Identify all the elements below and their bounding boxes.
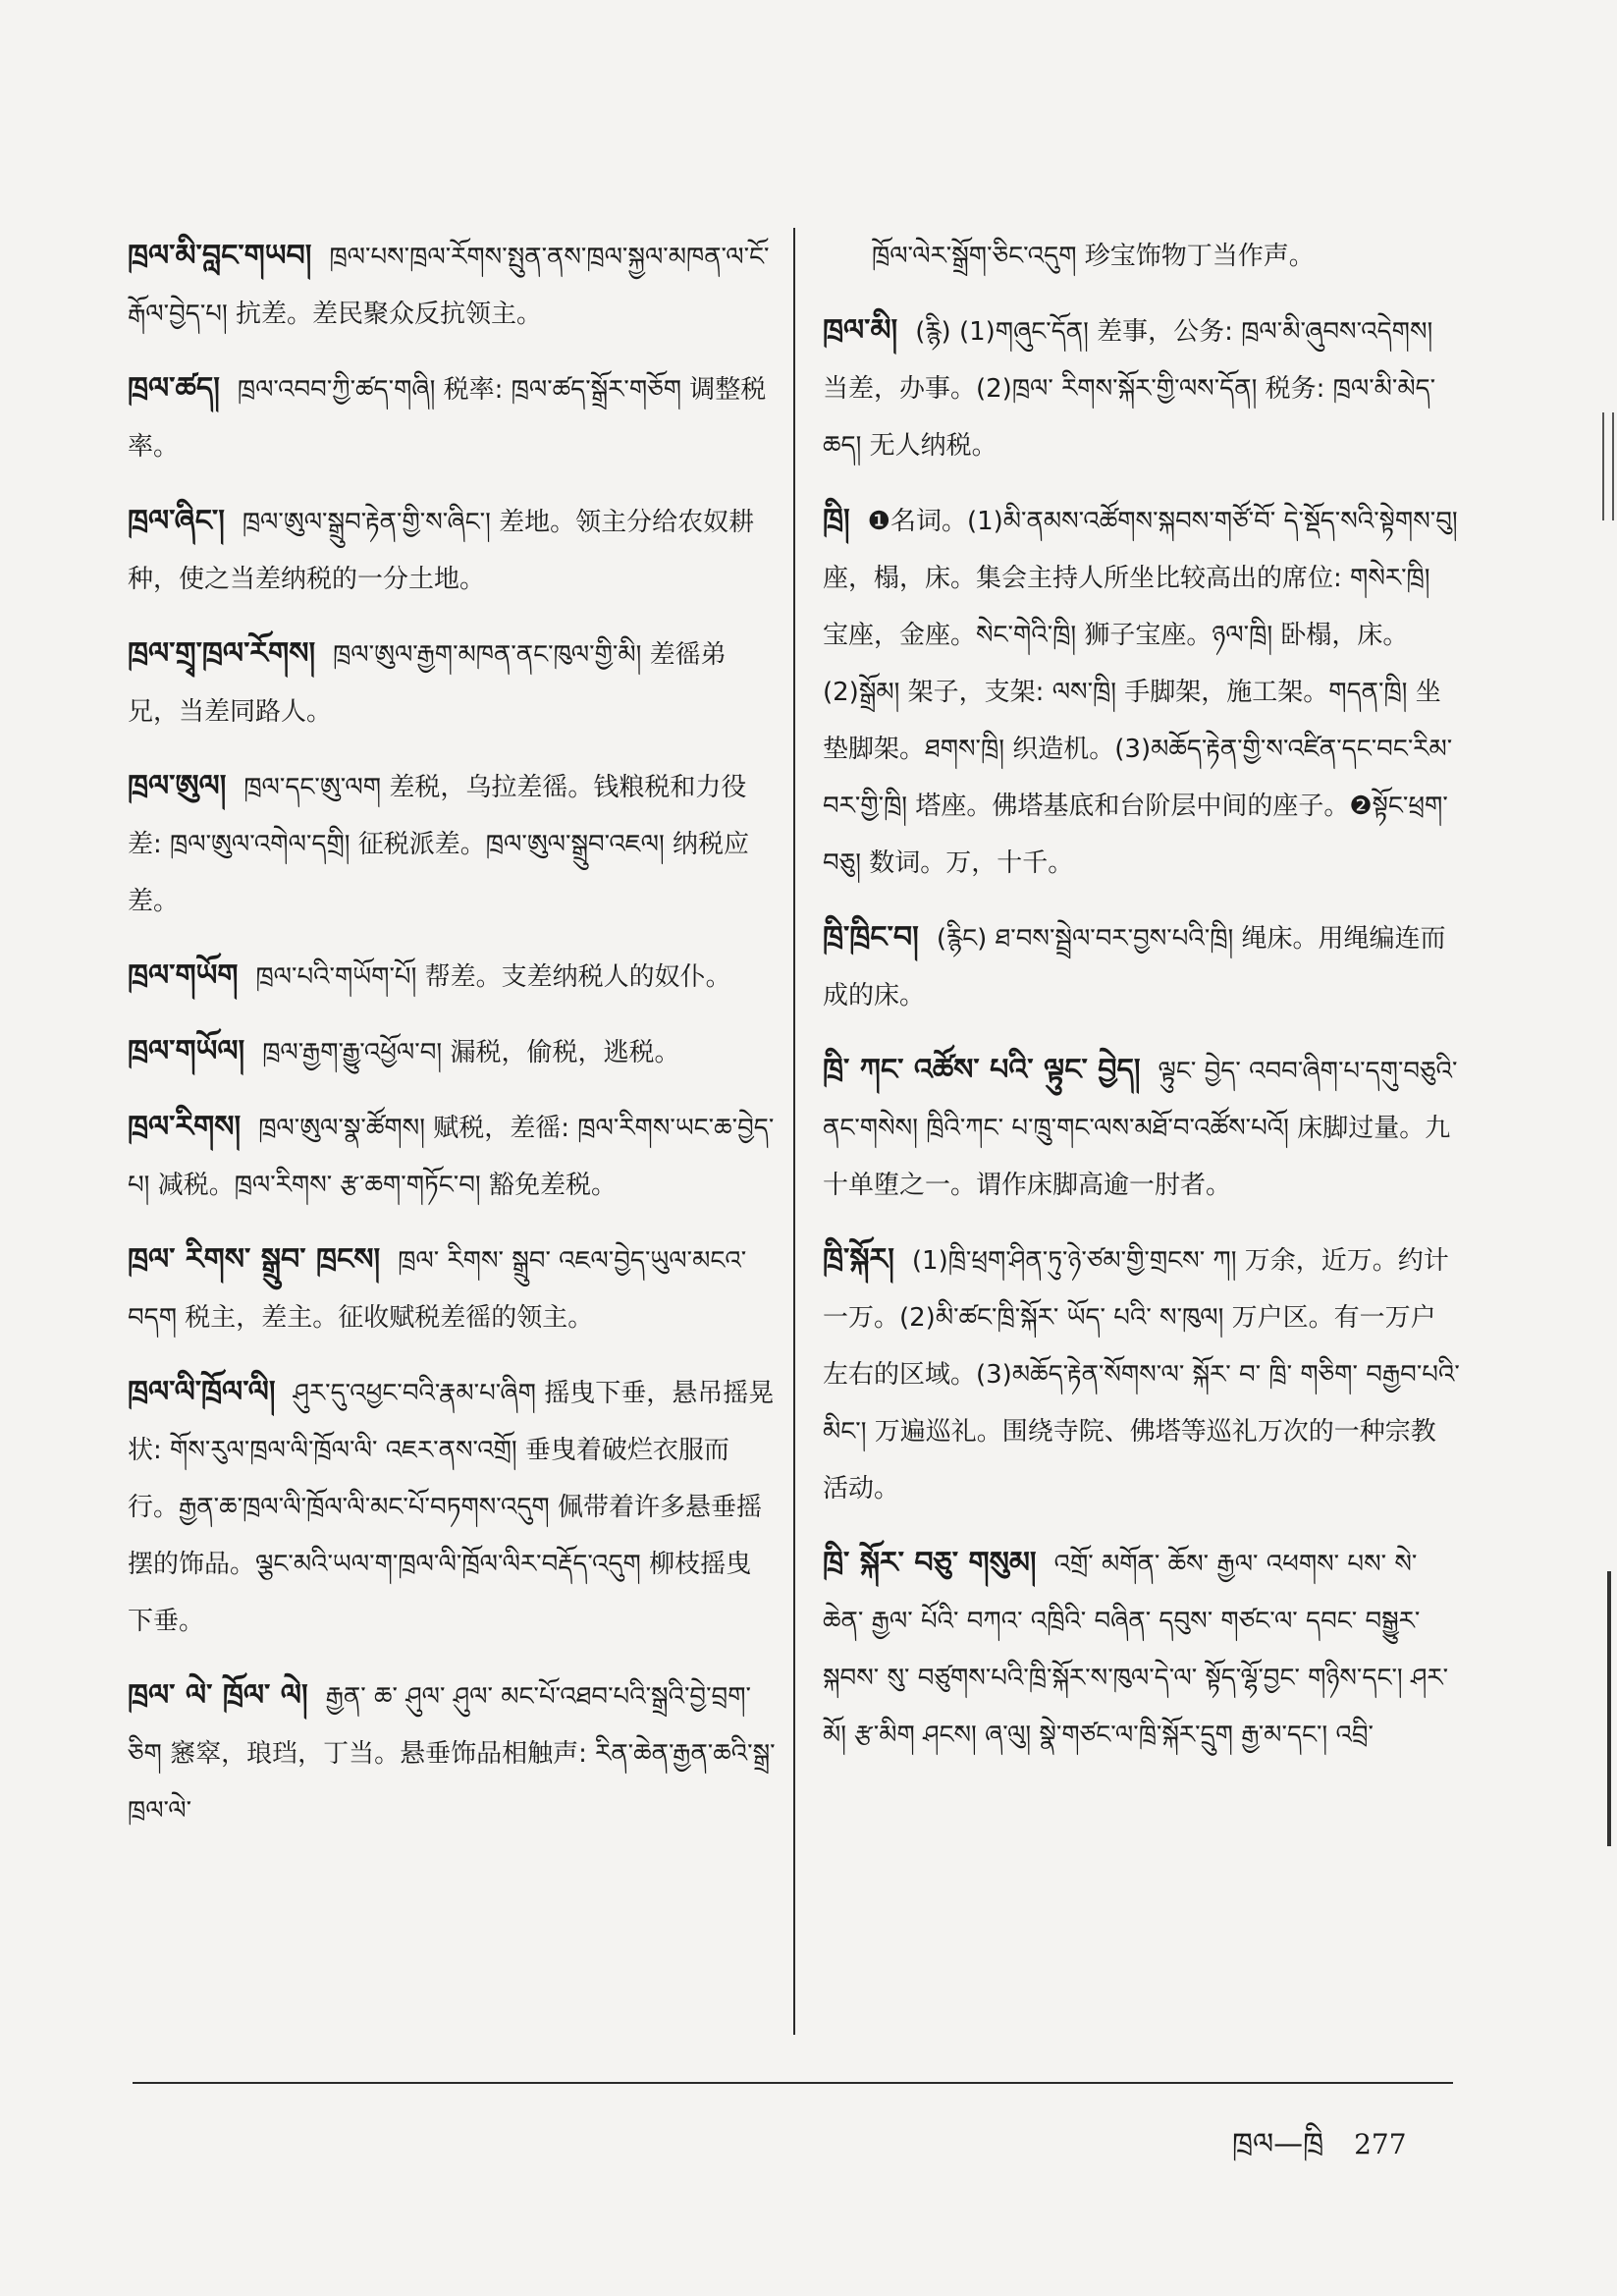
- entry-headword: ཁྲལ་ཨུལ།: [128, 769, 227, 803]
- dictionary-entry: [128, 493, 776, 608]
- left-column: [128, 228, 776, 1857]
- entry-definition: ཁྲལ་དང་ཨུ་ལག 差税，乌拉差徭。钱粮税和力役差: ཁྲལ་ཨུལ་འགེལ་དགྲི། 征税派差。ཁྲལ་ཨུལ་སྒྲུབ་འཇལ། 纳税应差。: [128, 773, 749, 916]
- dictionary-entry: [128, 758, 776, 930]
- page-footer: [1232, 2111, 1407, 2194]
- entry-definition: ❶名词。(1)མི་ནམས་འཚོགས་སྐབས་གཙོ་བོ་ དེ་སྡོད་སའི་སྟེགས་བུ། 座，榻，床。集会主持人所坐比较高出的席位: གསེར་ཁྲི། 宝座，金座。སེང་གེའི་ཁྲི། 狮子宝座。ཉལ་ཁྲི། 卧榻，床。(2)སྒྲོམ། 架子，支架: ལས་ཁྲི། 手脚架，施工架。གདན་ཁྲི། 坐垫脚架。ཐགས་ཁྲི། 织造机。(3)མཆོད་རྟེན་གྱི་ས་འཛིན་དང་བང་རིམ་ བར་གྱི་ཁྲི། 塔座。佛塔基底和台阶层中间的座子。❷སྟོང་ཕྲག་བཅུ། 数词。万，十千。: [823, 507, 1458, 878]
- entry-headword: ཁྲི།: [823, 503, 850, 537]
- entry-definition: ཁྲལ་འབབ་ཀྱི་ཚད་གཞི། 税率: ཁྲལ་ཚད་སྒྲོར་གཅོག 调整税率。: [128, 375, 767, 462]
- entry-headword: ཁྲི་ཁྲིང་བ།: [823, 920, 919, 955]
- entry-definition: ལྟུང་ བྱེད་ འབབ་ཞིག་པ་དགུ་བཅུའི་ནང་གསེས། ཁྲིའི་ཀང་ པ་ཁྲུ་གང་ལས་མཐོ་བ་འཚོས་པའོ། 床脚过量。九十单堕之一。谓作床脚高逾一肘者。: [823, 1057, 1458, 1200]
- entry-headword: ཁྲལ་ཞིང་།: [128, 504, 225, 538]
- dictionary-entry: [128, 948, 776, 1006]
- entry-definition: ཁྲལ་རྒྱག་རྒྱུ་འཕྱོལ་བ། 漏税，偷税，逃税。: [262, 1038, 680, 1067]
- dictionary-entry: [128, 626, 776, 740]
- dictionary-entry: [823, 302, 1461, 474]
- entry-definition: (རྙི) (1)གཞུང་དོན། 差事，公务: ཁྲལ་མི་ཞུབས་འདེགས། 当差，办事。(2)ཁྲལ་ རིགས་སྐོར་གྱི་ལས་དོན། 税务: ཁྲལ་མི་མེད་ཆད། 无人纳税。: [823, 317, 1436, 461]
- entry-definition: ཁྲལ་ཨུལ་རྒྱག་མཁན་ནང་ཁུལ་གྱི་མི། 差徭弟兄，当差同路人。: [128, 640, 727, 727]
- entry-definition: རྒྱན་ ཆ་ ཤུལ་ ཤུལ་ མང་པོ་འཐབ་པའི་སྒྲའི་བྱེ་བྲག་ཅིག 窸窣，琅珰，丁当。悬垂饰品相触声: རིན་ཆེན་རྒྱན་ཆའི་སྒྲ་ཁྲལ་ལེ་: [128, 1682, 776, 1826]
- margin-tab-marks: [1602, 412, 1614, 520]
- dictionary-entry: [823, 1535, 1461, 1764]
- dictionary-entry: [823, 1231, 1461, 1517]
- dictionary-entry: [128, 1231, 776, 1346]
- dictionary-entry: [128, 1667, 776, 1839]
- column-divider: [793, 228, 795, 2035]
- entry-definition: ཁྲལ་ཨུལ་སྣ་ཚོགས། 赋税，差徭: ཁྲལ་རིགས་ཡང་ཆ་བྱེད་པ། 减税。ཁྲལ་རིགས་ རྩ་ཆག་གཏོང་བ། 豁免差税。: [128, 1114, 775, 1200]
- entry-definition: ཁྲོལ་ལེར་སྒྲོག་ཅིང་འདུག 珍宝饰物丁当作声。: [872, 242, 1315, 271]
- entry-definition: ཁྲལ་པའི་གཡོག་པོ། 帮差。支差纳税人的奴仆。: [255, 962, 731, 992]
- entry-headword: ཁྲལ་རིགས།: [128, 1110, 242, 1144]
- dictionary-entry: [823, 492, 1461, 892]
- dictionary-entry: [128, 1099, 776, 1214]
- entry-headword: ཁྲལ་གྲྭ་ཁྲལ་རོགས།: [128, 636, 316, 671]
- entry-headword: ཁྲལ་མི།: [823, 313, 898, 348]
- right-column: [823, 228, 1461, 1781]
- dictionary-entry: [823, 228, 1461, 285]
- entry-headword: ཁྲི་ སྐོར་ བཅུ་ གསུམ།: [823, 1546, 1037, 1580]
- footer-rule: [133, 2082, 1453, 2084]
- entry-headword: ཁྲལ་ རིགས་ སྒྲུབ་ ཁྲངས།: [128, 1242, 381, 1277]
- entry-headword: ཁྲལ་ ལེ་ ཁྲོལ་ ལེ།: [128, 1678, 308, 1713]
- entry-headword: ཁྲི་སྐོར།: [823, 1242, 894, 1277]
- entry-headword: ཁྲལ་གཡོག: [128, 958, 239, 993]
- entry-headword: ཁྲལ་ཚད།: [128, 371, 220, 406]
- dictionary-entry: [823, 1042, 1461, 1214]
- dictionary-entry: [128, 360, 776, 475]
- running-head: ཁྲལ—ཁྲི: [1232, 2127, 1324, 2161]
- entry-definition: ཁྲལ་པས་ཁྲལ་རོགས་སྤུན་ནས་ཁྲལ་སྐྱལ་མཁན་ལ་ངོ་རྒོལ་བྱེད་པ། 抗差。差民聚众反抗领主。: [128, 243, 770, 329]
- entry-definition: འགྲོ་ མགོན་ ཆོས་ རྒྱལ་ འཕགས་ པས་ སེ་ ཆེན་ རྒྱལ་ པོའི་ བཀའ་ འཁྲིའི་ བཞིན་ དབུས་ གཙང་ལ་ དབང་ བསྒྱུར་ སྐབས་ སུ་ བཙུགས་པའི་ཁྲི་སྐོར་ས་ཁུལ་དེ་ལ་ སྟོད་ལྷོ་བྱང་ གཉིས་དང་། ཤར་མོ། རྩ་མིག ཤངས། ཞ་ལུ། སྣེ་གཙང་ལ་ཁྲི་སྐོར་དྲུག རྒྱ་མ་དང་། འབྲི་: [823, 1550, 1449, 1750]
- entry-definition: ཁྲལ་ རིགས་ སྒྲུབ་ འཇལ་བྱེད་ཡུལ་མངའ་བདག 税主，差主。征收赋税差徭的领主。: [128, 1246, 747, 1333]
- entry-definition: ཤུར་དུ་འཕྱང་བའི་རྣམ་པ་ཞིག 摇曳下垂，悬吊摇晃状: གོས་རུལ་ཁྲལ་ལི་ཁྲོལ་ལི་ འཇར་ནས་འགྲོ། 垂曳着破烂衣服而行。རྒྱན་ཆ་ཁྲལ་ལི་ཁྲོལ་ལི་མང་པོ་བཏགས་འདུག 佩带着许多悬垂摇摆的饰品。ལྕང་མའི་ཡལ་ག་ཁྲལ་ལི་ཁྲོལ་ལིར་བརྡོད་འདུག 柳枝摇曳下垂。: [128, 1379, 775, 1636]
- page-number: 277: [1354, 2128, 1407, 2160]
- dictionary-entry: [128, 1364, 776, 1650]
- entry-headword: ཁྲལ་ལི་ཁྲོལ་ལི།: [128, 1375, 276, 1409]
- entry-definition: (རྙིང) ཐ་བས་སྦྲེལ་བར་བྱས་པའི་ཁྲི། 绳床。用绳编连而成的床。: [823, 924, 1446, 1011]
- dictionary-entry: [128, 228, 776, 343]
- entry-headword: ཁྲལ་མི་བླང་གཡབ།: [128, 239, 312, 273]
- entry-headword: ཁྲལ་གཡོལ།: [128, 1034, 245, 1068]
- entry-headword: ཁྲི་ ཀང་ འཚོས་ པའི་ ལྟུང་ བྱེད།: [823, 1053, 1141, 1087]
- margin-binding-mark: [1607, 1571, 1611, 1846]
- entry-definition: (1)ཁྲི་ཕྲག་ཤིན་ཏུ་ཉེ་ཙམ་གྱི་གྲངས་ ཀ། 万余，近万。约计一万。(2)མི་ཚང་ཁྲི་སྐོར་ ཡོད་ པའི་ ས་ཁུལ། 万户区。有一万户左右的区域。(3)མཆོད་རྟེན་སོགས་ལ་ སྐོར་ བ་ ཁྲི་ གཅིག་ བརྒྱབ་པའི་མིང་། 万遍巡礼。围绕寺院、佛塔等巡礼万次的一种宗教活动。: [823, 1246, 1460, 1503]
- entry-definition: ཁྲལ་ཨུལ་སྒྲུབ་རྟེན་གྱི་ས་ཞིང་། 差地。领主分给农奴耕种，使之当差纳税的一分土地。: [128, 508, 755, 594]
- dictionary-entry: [823, 909, 1461, 1024]
- dictionary-entry: [128, 1023, 776, 1081]
